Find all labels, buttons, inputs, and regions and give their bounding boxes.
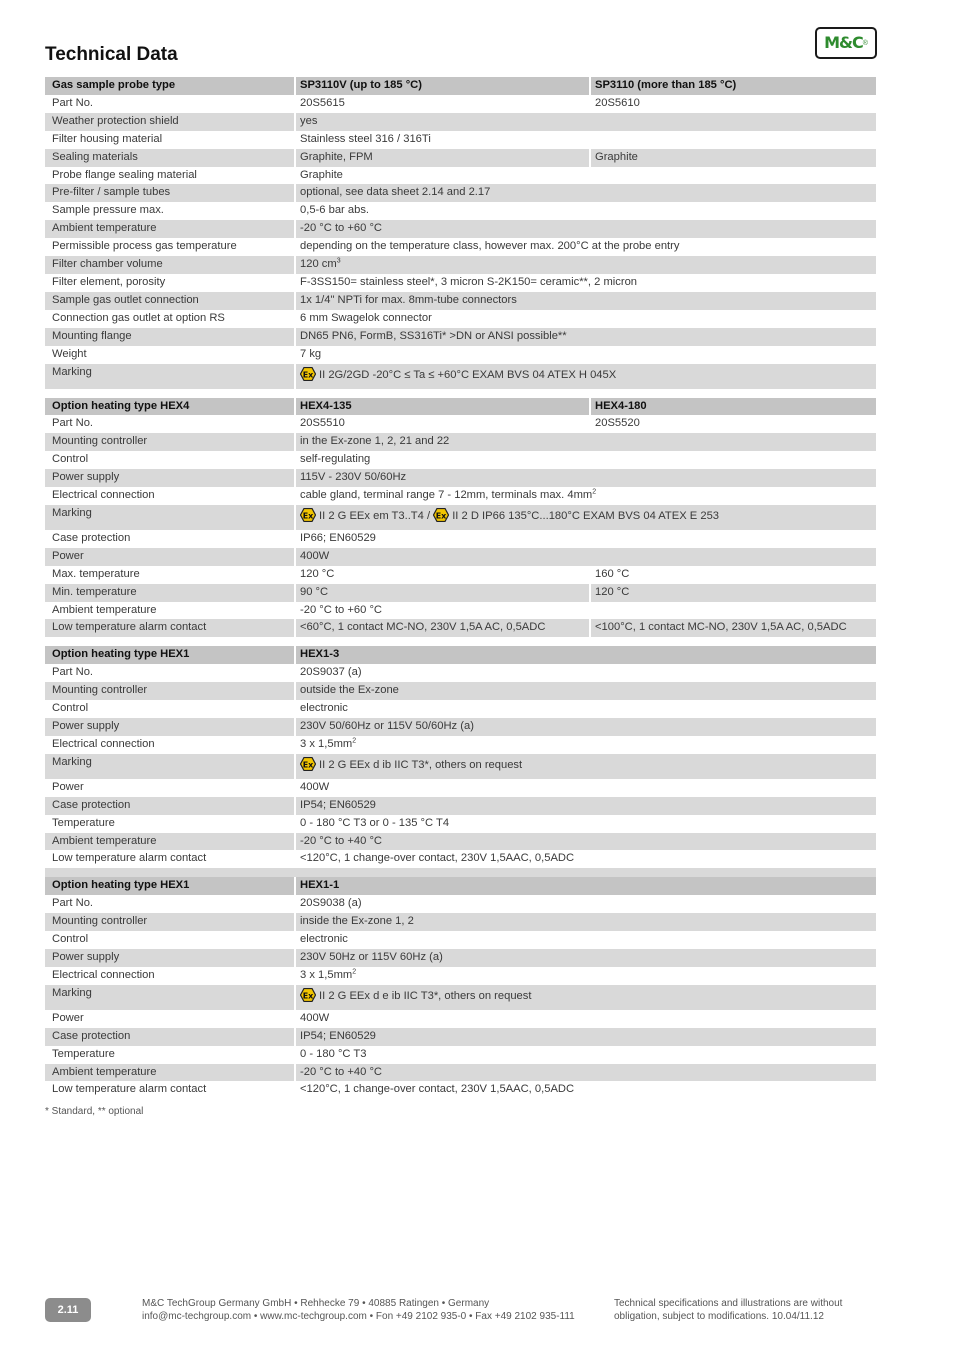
spec-row <box>45 433 876 451</box>
spec-value-text: Graphite, FPM <box>300 150 373 163</box>
spec-label: Connection gas outlet at option RS <box>52 311 225 324</box>
ex-atex-icon <box>300 508 316 530</box>
spec-value <box>295 346 876 364</box>
spec-value-text: Stainless steel 316 / 316Ti <box>300 132 431 145</box>
spec-label: Max. temperature <box>52 567 140 580</box>
spec-value-text: 400W <box>300 549 330 562</box>
spec-value <box>295 913 876 931</box>
spec-value <box>295 113 876 131</box>
spec-row <box>45 274 876 292</box>
spec-value-text: 400W <box>300 780 330 793</box>
section-header-row <box>45 398 876 416</box>
spec-value-text: 20S9038 (a) <box>300 897 362 910</box>
header-cell: HEX1-1 <box>295 877 876 895</box>
spec-row <box>45 664 876 682</box>
spec-row <box>45 220 876 238</box>
spec-value-text: in the Ex-zone 1, 2, 21 and 22 <box>300 435 450 448</box>
spec-value <box>295 167 876 185</box>
spec-value-text: II 2 G EEx d ib IIC T3*, others on request <box>319 758 523 771</box>
spec-row <box>45 167 876 185</box>
spec-table-body <box>45 77 876 1099</box>
spec-label: Electrical connection <box>52 737 155 750</box>
spec-row <box>45 754 876 779</box>
spec-value-alt: Graphite <box>590 149 876 167</box>
spec-value-alt: 160 °C <box>590 566 876 584</box>
spec-label: Weight <box>52 347 87 360</box>
superscript: 2 <box>592 488 597 496</box>
section-header-row <box>45 77 876 95</box>
spec-label: Case protection <box>45 797 295 815</box>
spec-row <box>45 328 876 346</box>
spec-row <box>45 602 876 620</box>
spec-value <box>295 469 876 487</box>
spec-row <box>45 530 876 548</box>
spec-row <box>45 487 876 505</box>
spec-value <box>295 754 876 779</box>
spec-label: Power supply <box>45 949 295 967</box>
spec-value-text: outside the Ex-zone <box>300 684 399 697</box>
spec-row <box>45 364 876 389</box>
spec-label: Filter housing material <box>52 132 163 145</box>
spec-label: Ambient temperature <box>45 220 295 238</box>
spec-value <box>295 566 590 584</box>
ex-atex-icon <box>433 508 449 530</box>
spec-label: Filter chamber volume <box>45 256 295 274</box>
spec-value <box>295 1010 876 1028</box>
spec-row <box>45 1046 876 1064</box>
spec-label: Control <box>52 453 89 466</box>
spec-row <box>45 797 876 815</box>
spec-value <box>295 292 876 310</box>
spec-row <box>45 310 876 328</box>
spec-value <box>295 736 876 754</box>
spec-value <box>295 833 876 851</box>
spec-value-text: II 2 D IP66 135°C...180°C EXAM BVS 04 ATEX E 253 <box>452 509 720 522</box>
spec-value <box>295 949 876 967</box>
spec-value-alt: 120 °C <box>590 584 876 602</box>
spec-row <box>45 833 876 851</box>
spec-label: Marking <box>45 364 295 389</box>
spec-row <box>45 779 876 797</box>
spec-value-text: optional, see data sheet 2.14 and 2.17 <box>300 186 491 199</box>
spec-value <box>295 95 590 113</box>
spec-label: Electrical connection <box>52 489 155 502</box>
spec-value-text: Graphite <box>300 168 343 181</box>
spec-value-text: 20S9037 (a) <box>300 666 362 679</box>
spec-label: Part No. <box>52 417 94 430</box>
spec-label: Ambient temperature <box>52 603 157 616</box>
svg-text:Ex: Ex <box>302 511 314 521</box>
spec-value-text: 0,5-6 bar abs. <box>300 204 370 217</box>
spec-row <box>45 967 876 985</box>
spec-value-text: II 2G/2GD -20°C ≤ Ta ≤ +60°C EXAM BVS 04 ATEX H 045X <box>319 368 617 381</box>
spec-value <box>295 619 590 637</box>
spec-value-text: F-3SS150= stainless steel*, 3 micron S-2K150= ceramic**, 2 micron <box>300 275 638 288</box>
spec-row <box>45 95 876 113</box>
header-cell: HEX4-180 <box>590 398 876 416</box>
spec-value <box>295 256 876 274</box>
spec-row <box>45 700 876 718</box>
spec-value <box>295 274 876 292</box>
svg-text:Ex: Ex <box>435 511 447 521</box>
spec-label: Control <box>52 933 89 946</box>
spec-label: Marking <box>45 505 295 530</box>
spec-value <box>295 487 876 505</box>
header-cell: Gas sample probe type <box>45 77 295 95</box>
spec-label: Sample pressure max. <box>52 204 164 217</box>
spec-row <box>45 469 876 487</box>
spec-row <box>45 202 876 220</box>
spec-value-text: 0 - 180 °C T3 or 0 - 135 °C T4 <box>300 816 450 829</box>
spec-label: Mounting controller <box>45 913 295 931</box>
spec-value-text: <120°C, 1 change-over contact, 230V 1,5AAC, 0,5ADC <box>300 1083 575 1096</box>
spec-value <box>295 602 876 620</box>
spec-row <box>45 451 876 469</box>
spec-value <box>295 548 876 566</box>
spec-value-text: -20 °C to +40 °C <box>300 1065 383 1078</box>
svg-text:Ex: Ex <box>302 369 314 379</box>
spec-label: Min. temperature <box>45 584 295 602</box>
footer-contact: info@mc-techgroup.com • www.mc-techgroup.com • Fon +49 2102 935-0 • Fax +49 2102 935-111 <box>142 1311 575 1322</box>
spec-value-text: electronic <box>300 702 348 715</box>
spec-value-text: 400W <box>300 1011 330 1024</box>
spec-value-text: 3 x 1,5mm <box>300 737 353 750</box>
spec-label: Weather protection shield <box>45 113 295 131</box>
header-cell: HEX1-3 <box>295 646 876 664</box>
spec-row <box>45 292 876 310</box>
spec-value-text: 120 cm <box>300 258 337 271</box>
section-spacer <box>45 868 876 877</box>
spec-value-text: electronic <box>300 933 348 946</box>
spec-label: Power <box>52 780 84 793</box>
spec-value <box>295 238 876 256</box>
spec-row <box>45 913 876 931</box>
spec-value-text: 20S5615 <box>300 96 345 109</box>
spec-value <box>295 779 876 797</box>
spec-label: Low temperature alarm contact <box>52 1083 207 1096</box>
spec-label: Low temperature alarm contact <box>52 852 207 865</box>
spec-value <box>295 967 876 985</box>
spec-row <box>45 895 876 913</box>
spec-value <box>295 149 590 167</box>
spec-label: Sample gas outlet connection <box>45 292 295 310</box>
spec-row <box>45 184 876 202</box>
footer-disclaimer-line-1: Technical specifications and illustrations are without <box>614 1298 843 1309</box>
spec-value-text: IP54; EN60529 <box>300 798 376 811</box>
footer-address: M&C TechGroup Germany GmbH • Rehhecke 79 • 40885 Ratingen • Germany <box>142 1298 490 1309</box>
spec-row <box>45 149 876 167</box>
spec-label: Ambient temperature <box>45 1064 295 1082</box>
spec-label: Power <box>45 548 295 566</box>
header-cell: Option heating type HEX4 <box>45 398 295 416</box>
spec-value-text: -20 °C to +60 °C <box>300 222 383 235</box>
spec-value <box>295 584 590 602</box>
spec-row <box>45 548 876 566</box>
ex-atex-icon <box>300 988 316 1010</box>
spec-row <box>45 682 876 700</box>
superscript: 2 <box>352 737 357 745</box>
spec-row <box>45 815 876 833</box>
spec-table <box>45 77 876 1099</box>
spec-value-text: IP66; EN60529 <box>300 531 376 544</box>
spec-value-text: II 2 G EEx em T3..T4 / <box>319 509 431 522</box>
spec-row <box>45 619 876 637</box>
spec-value <box>295 184 876 202</box>
spec-value <box>295 1081 876 1099</box>
spec-label: Low temperature alarm contact <box>45 619 295 637</box>
ex-atex-icon <box>300 367 316 389</box>
company-logo <box>815 27 877 59</box>
spec-value-text: 90 °C <box>300 585 329 598</box>
spec-row <box>45 985 876 1010</box>
spec-value <box>295 310 876 328</box>
spec-label: Power supply <box>45 469 295 487</box>
superscript: 2 <box>352 968 357 976</box>
header-cell: Option heating type HEX1 <box>45 646 295 664</box>
spec-label: Mounting controller <box>45 682 295 700</box>
spec-value <box>295 220 876 238</box>
spec-label: Marking <box>45 754 295 779</box>
spec-row <box>45 566 876 584</box>
spec-value-alt: 20S5520 <box>590 415 876 433</box>
spec-value <box>295 530 876 548</box>
spec-value-text: self-regulating <box>300 453 371 466</box>
section-header-row <box>45 877 876 895</box>
spec-value <box>295 415 590 433</box>
spec-value-text: 230V 50Hz or 115V 60Hz (a) <box>300 950 443 963</box>
spec-value-text: <120°C, 1 change-over contact, 230V 1,5AAC, 0,5ADC <box>300 852 575 865</box>
page-number-badge: 2.11 <box>45 1298 91 1322</box>
spec-value <box>295 700 876 718</box>
footer-disclaimer <box>614 1297 842 1323</box>
spec-value-text: 1x 1/4" NPTi for max. 8mm-tube connectors <box>300 293 517 306</box>
spec-label: Power supply <box>45 718 295 736</box>
spec-row <box>45 238 876 256</box>
spec-label: Permissible process gas temperature <box>52 240 237 253</box>
spec-value-text: inside the Ex-zone 1, 2 <box>300 915 414 928</box>
svg-text:Ex: Ex <box>302 991 314 1001</box>
spec-label: Pre-filter / sample tubes <box>45 184 295 202</box>
spec-value <box>295 505 876 530</box>
spec-row <box>45 931 876 949</box>
header-cell: HEX4-135 <box>295 398 590 416</box>
spec-value <box>295 815 876 833</box>
spec-value-text: 6 mm Swagelok connector <box>300 311 432 324</box>
spec-value-text: II 2 G EEx d e ib IIC T3*, others on request <box>319 989 532 1002</box>
spec-row <box>45 850 876 868</box>
spec-value-text: 0 - 180 °C T3 <box>300 1047 367 1060</box>
header-cell: SP3110V (up to 185 °C) <box>295 77 590 95</box>
spec-value-text: 7 kg <box>300 347 322 360</box>
superscript: 3 <box>336 257 341 265</box>
spec-value-alt: 20S5610 <box>590 95 876 113</box>
spec-label: Control <box>52 702 89 715</box>
footer-company <box>142 1297 575 1323</box>
spec-label: Filter element, porosity <box>52 275 166 288</box>
spec-label: Part No. <box>52 96 94 109</box>
spec-row <box>45 736 876 754</box>
page-title: Technical Data <box>45 44 178 65</box>
spec-value <box>295 718 876 736</box>
spec-label: Case protection <box>45 1028 295 1046</box>
spec-value <box>295 451 876 469</box>
spec-row <box>45 113 876 131</box>
spec-row <box>45 949 876 967</box>
spec-row <box>45 1064 876 1082</box>
spec-value-text: 3 x 1,5mm <box>300 968 353 981</box>
spec-label: Temperature <box>52 1047 115 1060</box>
spec-value <box>295 1064 876 1082</box>
spec-value-text: 115V - 230V 50/60Hz <box>300 471 407 484</box>
spec-value <box>295 931 876 949</box>
spec-value-text: <60°C, 1 contact MC-NO, 230V 1,5A AC, 0,5ADC <box>300 621 546 634</box>
spec-label: Power <box>52 1011 84 1024</box>
spec-value <box>295 797 876 815</box>
spec-row <box>45 131 876 149</box>
spec-label: Temperature <box>52 816 115 829</box>
spec-row <box>45 415 876 433</box>
header-cell: SP3110 (more than 185 °C) <box>590 77 876 95</box>
section-header-row <box>45 646 876 664</box>
footer-disclaimer-line-2: obligation, subject to modifications. 10.04/11.12 <box>614 1311 824 1322</box>
spec-value <box>295 1046 876 1064</box>
spec-row <box>45 256 876 274</box>
spec-label: Part No. <box>52 897 94 910</box>
footnote: * Standard, ** optional <box>45 1106 144 1117</box>
spec-row <box>45 505 876 530</box>
spec-value-text: 20S5510 <box>300 417 345 430</box>
spec-value-alt: <100°C, 1 contact MC-NO, 230V 1,5A AC, 0,5ADC <box>590 619 876 637</box>
spec-value-text: yes <box>300 114 318 127</box>
spec-label: Mounting flange <box>45 328 295 346</box>
logo-text: M&C <box>824 33 863 52</box>
spec-value-text: 120 °C <box>300 567 335 580</box>
section-spacer <box>45 637 876 646</box>
spec-value-text: 230V 50/60Hz or 115V 50/60Hz (a) <box>300 720 474 732</box>
spec-value <box>295 664 876 682</box>
spec-value <box>295 895 876 913</box>
spec-value-text: depending on the temperature class, however max. 200°C at the probe entry <box>300 240 680 253</box>
spec-label: Ambient temperature <box>45 833 295 851</box>
spec-label: Electrical connection <box>52 968 155 981</box>
spec-value <box>295 682 876 700</box>
spec-label: Mounting controller <box>45 433 295 451</box>
spec-row <box>45 346 876 364</box>
spec-label: Sealing materials <box>45 149 295 167</box>
spec-value-text: IP54; EN60529 <box>300 1029 376 1042</box>
spec-label: Probe flange sealing material <box>52 168 197 181</box>
spec-value-text: cable gland, terminal range 7 - 12mm, terminals max. 4mm <box>300 489 593 502</box>
spec-value <box>295 131 876 149</box>
technical-data-sheet <box>45 77 876 1099</box>
spec-row <box>45 584 876 602</box>
spec-value-text: -20 °C to +40 °C <box>300 834 383 847</box>
section-spacer <box>45 389 876 398</box>
spec-value-text: DN65 PN6, FormB, SS316Ti* >DN or ANSI possible** <box>300 329 567 342</box>
spec-value <box>295 202 876 220</box>
spec-value <box>295 1028 876 1046</box>
spec-row <box>45 718 876 736</box>
header-cell: Option heating type HEX1 <box>45 877 295 895</box>
spec-label: Part No. <box>52 666 94 679</box>
spec-value <box>295 364 876 389</box>
spec-value <box>295 328 876 346</box>
spec-label: Case protection <box>52 531 131 544</box>
spec-row <box>45 1081 876 1099</box>
spec-value <box>295 985 876 1010</box>
spec-row <box>45 1010 876 1028</box>
spec-label: Marking <box>45 985 295 1010</box>
registered-mark-icon: ® <box>862 39 868 47</box>
spec-value <box>295 850 876 868</box>
ex-atex-icon <box>300 757 316 779</box>
spec-value <box>295 433 876 451</box>
spec-row <box>45 1028 876 1046</box>
spec-value-text: -20 °C to +60 °C <box>300 603 383 616</box>
svg-text:Ex: Ex <box>302 760 314 770</box>
